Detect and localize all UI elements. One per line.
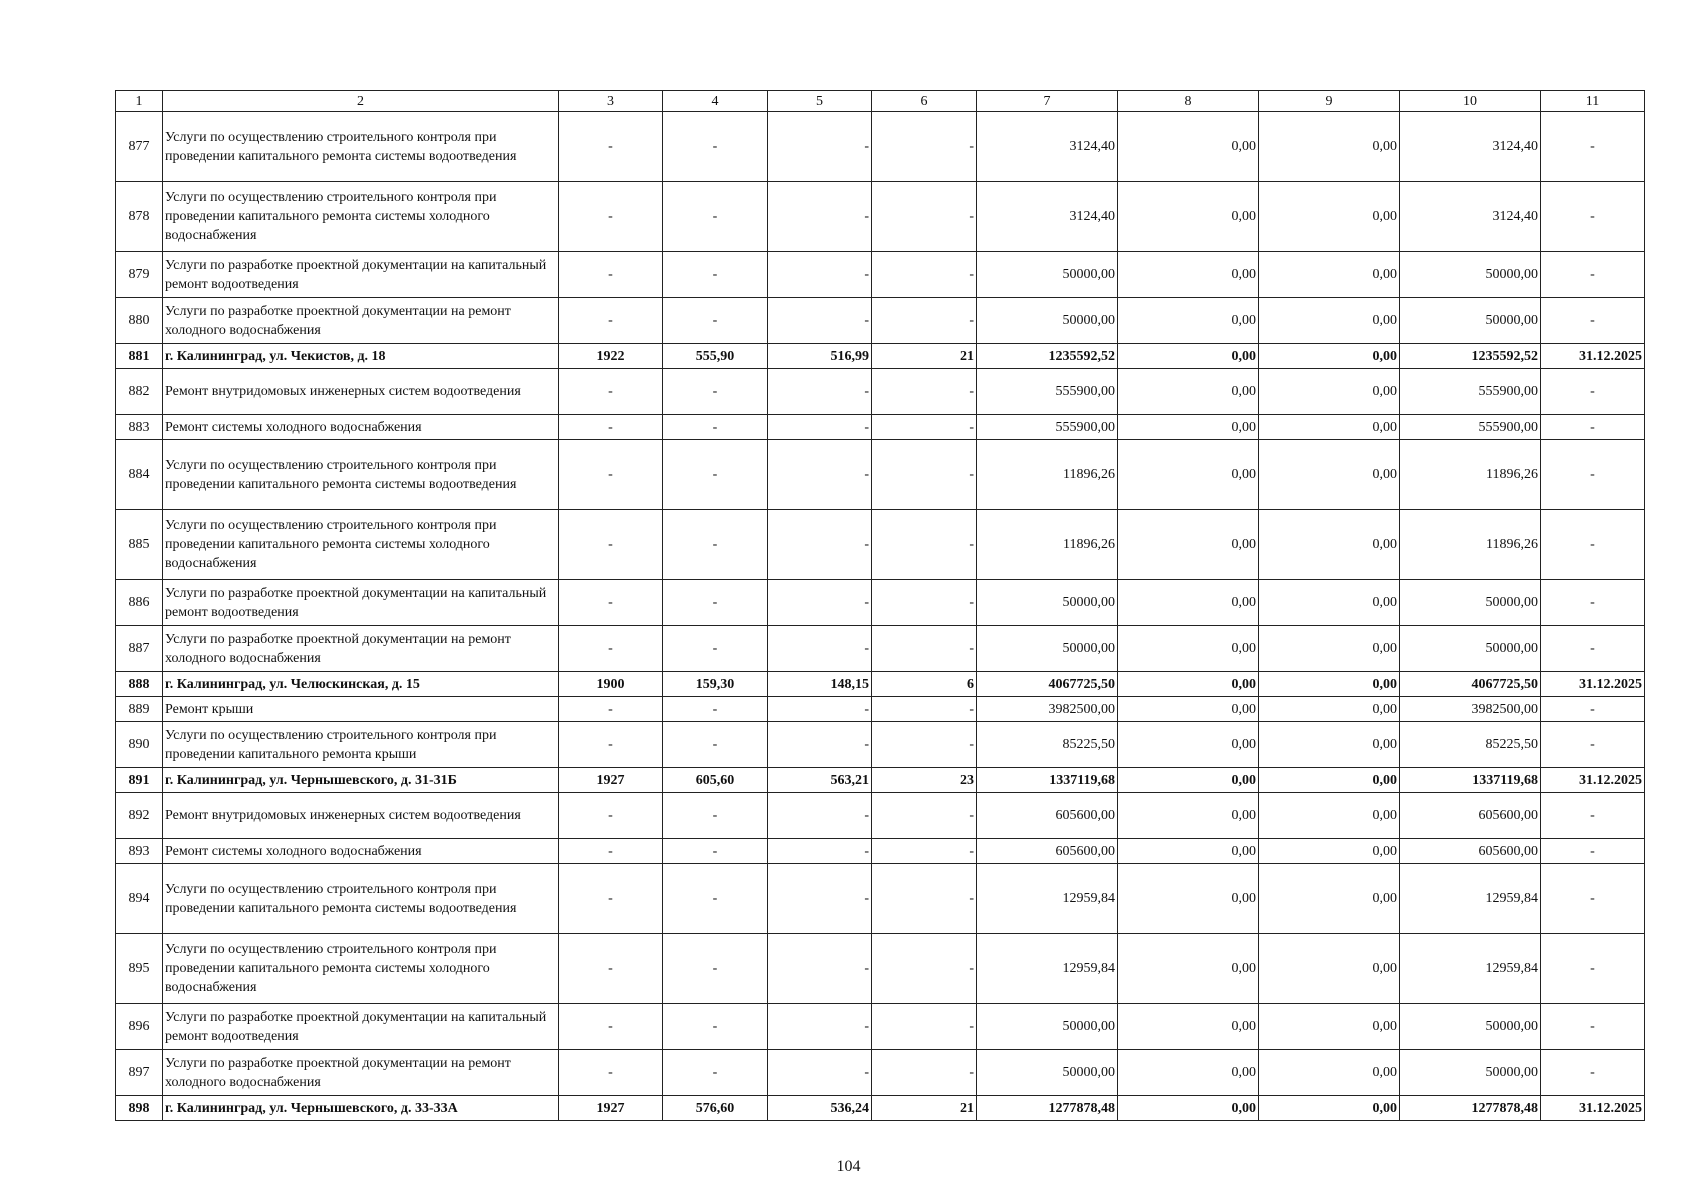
address-row [116,1096,1645,1121]
residents-cell: - [872,1004,977,1050]
year-cell: - [559,415,663,440]
fund-cell: 0,00 [1118,672,1259,697]
row-number-cell: 887 [116,626,163,672]
deadline-cell: - [1541,722,1645,768]
owners-cell: 12959,84 [1400,934,1541,1004]
area-living-cell: - [768,793,872,839]
area-total-cell: - [663,440,768,510]
area-total-cell: 159,30 [663,672,768,697]
row-number-cell: 878 [116,182,163,252]
address-row [116,344,1645,369]
description-cell: Услуги по осуществлению строительного контроля при проведении капитального ремонта системы водоотведения [163,112,559,182]
deadline-cell: - [1541,1050,1645,1096]
description-cell: Услуги по осуществлению строительного контроля при проведении капитального ремонта системы водоотведения [163,440,559,510]
fund-cell: 0,00 [1118,697,1259,722]
column-header: 8 [1118,91,1259,112]
area-living-cell: - [768,1004,872,1050]
deadline-cell: - [1541,580,1645,626]
owners-cell: 50000,00 [1400,626,1541,672]
description-cell: Ремонт внутридомовых инженерных систем водоотведения [163,369,559,415]
owners-cell: 12959,84 [1400,864,1541,934]
description-cell: г. Калининград, ул. Чекистов, д. 18 [163,344,559,369]
column-header: 1 [116,91,163,112]
residents-cell: - [872,440,977,510]
deadline-cell: 31.12.2025 [1541,672,1645,697]
residents-cell: 6 [872,672,977,697]
year-cell: - [559,793,663,839]
column-header: 4 [663,91,768,112]
year-cell: 1927 [559,768,663,793]
column-header: 11 [1541,91,1645,112]
area-total-cell: - [663,722,768,768]
area-living-cell: 148,15 [768,672,872,697]
row-number-cell: 882 [116,369,163,415]
column-header: 6 [872,91,977,112]
fund-cell: 0,00 [1118,722,1259,768]
table-row [116,626,1645,672]
fund-cell: 0,00 [1118,415,1259,440]
area-living-cell: 563,21 [768,768,872,793]
area-total-cell: - [663,1050,768,1096]
area-living-cell: 536,24 [768,1096,872,1121]
deadline-cell: - [1541,252,1645,298]
row-number-cell: 889 [116,697,163,722]
residents-cell: - [872,722,977,768]
cost-total-cell: 605600,00 [977,793,1118,839]
deadline-cell: - [1541,182,1645,252]
deadline-cell: - [1541,440,1645,510]
table-row [116,934,1645,1004]
area-total-cell: - [663,934,768,1004]
area-total-cell: - [663,793,768,839]
fund-cell: 0,00 [1118,626,1259,672]
row-number-cell: 884 [116,440,163,510]
description-cell: Услуги по осуществлению строительного контроля при проведении капитального ремонта крыши [163,722,559,768]
cost-total-cell: 50000,00 [977,1050,1118,1096]
owners-cell: 11896,26 [1400,440,1541,510]
budget-cell: 0,00 [1259,440,1400,510]
description-cell: г. Калининград, ул. Чернышевского, д. 33-33А [163,1096,559,1121]
area-total-cell: - [663,1004,768,1050]
year-cell: - [559,112,663,182]
fund-cell: 0,00 [1118,1050,1259,1096]
area-living-cell: - [768,415,872,440]
fund-cell: 0,00 [1118,793,1259,839]
area-living-cell: - [768,722,872,768]
residents-cell: - [872,415,977,440]
row-number-cell: 877 [116,112,163,182]
address-row [116,672,1645,697]
table-row [116,580,1645,626]
area-total-cell: - [663,298,768,344]
budget-cell: 0,00 [1259,1050,1400,1096]
area-living-cell: - [768,934,872,1004]
year-cell: - [559,298,663,344]
residents-cell: - [872,112,977,182]
residents-cell: - [872,252,977,298]
cost-total-cell: 50000,00 [977,1004,1118,1050]
cost-total-cell: 11896,26 [977,440,1118,510]
cost-total-cell: 50000,00 [977,580,1118,626]
residents-cell: - [872,697,977,722]
area-total-cell: - [663,580,768,626]
table-row [116,369,1645,415]
budget-cell: 0,00 [1259,182,1400,252]
description-cell: Ремонт системы холодного водоснабжения [163,415,559,440]
table-row [116,182,1645,252]
deadline-cell: - [1541,369,1645,415]
residents-cell: - [872,298,977,344]
owners-cell: 605600,00 [1400,793,1541,839]
column-header: 2 [163,91,559,112]
residents-cell: 21 [872,1096,977,1121]
area-living-cell: - [768,252,872,298]
deadline-cell: - [1541,626,1645,672]
area-total-cell: - [663,839,768,864]
row-number-cell: 886 [116,580,163,626]
description-cell: Услуги по разработке проектной документации на ремонт холодного водоснабжения [163,1050,559,1096]
area-living-cell: - [768,626,872,672]
year-cell: - [559,626,663,672]
area-living-cell: - [768,182,872,252]
area-total-cell: - [663,697,768,722]
table-row [116,440,1645,510]
area-living-cell: - [768,298,872,344]
deadline-cell: 31.12.2025 [1541,768,1645,793]
row-number-cell: 896 [116,1004,163,1050]
year-cell: - [559,252,663,298]
budget-cell: 0,00 [1259,510,1400,580]
row-number-cell: 893 [116,839,163,864]
table-row [116,252,1645,298]
description-cell: г. Калининград, ул. Челюскинская, д. 15 [163,672,559,697]
owners-cell: 3982500,00 [1400,697,1541,722]
residents-cell: - [872,580,977,626]
owners-cell: 1277878,48 [1400,1096,1541,1121]
description-cell: Ремонт системы холодного водоснабжения [163,839,559,864]
description-cell: Услуги по осуществлению строительного контроля при проведении капитального ремонта системы холодного водоснабжения [163,934,559,1004]
year-cell: - [559,369,663,415]
budget-cell: 0,00 [1259,672,1400,697]
deadline-cell: - [1541,112,1645,182]
year-cell: 1922 [559,344,663,369]
owners-cell: 605600,00 [1400,839,1541,864]
budget-cell: 0,00 [1259,1004,1400,1050]
cost-total-cell: 50000,00 [977,298,1118,344]
table-row [116,1050,1645,1096]
cost-total-cell: 11896,26 [977,510,1118,580]
owners-cell: 4067725,50 [1400,672,1541,697]
deadline-cell: - [1541,839,1645,864]
column-header: 9 [1259,91,1400,112]
table-row [116,510,1645,580]
cost-total-cell: 3982500,00 [977,697,1118,722]
row-number-cell: 894 [116,864,163,934]
residents-cell: - [872,369,977,415]
owners-cell: 50000,00 [1400,1004,1541,1050]
deadline-cell: 31.12.2025 [1541,344,1645,369]
area-living-cell: - [768,369,872,415]
table-row [116,697,1645,722]
year-cell: - [559,1004,663,1050]
budget-cell: 0,00 [1259,298,1400,344]
budget-cell: 0,00 [1259,112,1400,182]
cost-total-cell: 3124,40 [977,182,1118,252]
description-cell: Услуги по осуществлению строительного контроля при проведении капитального ремонта системы холодного водоснабжения [163,182,559,252]
residents-cell: - [872,626,977,672]
page-number: 104 [836,1158,861,1175]
year-cell: - [559,722,663,768]
budget-cell: 0,00 [1259,839,1400,864]
budget-cell: 0,00 [1259,1096,1400,1121]
year-cell: - [559,839,663,864]
deadline-cell: - [1541,934,1645,1004]
area-total-cell: - [663,626,768,672]
year-cell: 1927 [559,1096,663,1121]
column-header: 7 [977,91,1118,112]
fund-cell: 0,00 [1118,1096,1259,1121]
row-number-cell: 891 [116,768,163,793]
deadline-cell: 31.12.2025 [1541,1096,1645,1121]
cost-total-cell: 4067725,50 [977,672,1118,697]
deadline-cell: - [1541,1004,1645,1050]
owners-cell: 50000,00 [1400,252,1541,298]
deadline-cell: - [1541,415,1645,440]
year-cell: - [559,182,663,252]
budget-cell: 0,00 [1259,580,1400,626]
area-living-cell: 516,99 [768,344,872,369]
description-cell: Ремонт внутридомовых инженерных систем водоотведения [163,793,559,839]
row-number-cell: 883 [116,415,163,440]
row-number-cell: 888 [116,672,163,697]
year-cell: - [559,934,663,1004]
table-row [116,839,1645,864]
fund-cell: 0,00 [1118,440,1259,510]
cost-total-cell: 1277878,48 [977,1096,1118,1121]
cost-total-cell: 12959,84 [977,934,1118,1004]
cost-total-cell: 3124,40 [977,112,1118,182]
residents-cell: - [872,864,977,934]
table-row [116,722,1645,768]
area-living-cell: - [768,1050,872,1096]
owners-cell: 555900,00 [1400,369,1541,415]
description-cell: Услуги по разработке проектной документации на капитальный ремонт водоотведения [163,580,559,626]
table-row [116,1004,1645,1050]
year-cell: - [559,697,663,722]
area-living-cell: - [768,112,872,182]
description-cell: Ремонт крыши [163,697,559,722]
residents-cell: 21 [872,344,977,369]
owners-cell: 50000,00 [1400,1050,1541,1096]
cost-total-cell: 1337119,68 [977,768,1118,793]
cost-total-cell: 50000,00 [977,626,1118,672]
cost-total-cell: 12959,84 [977,864,1118,934]
owners-cell: 555900,00 [1400,415,1541,440]
area-living-cell: - [768,440,872,510]
cost-total-cell: 85225,50 [977,722,1118,768]
description-cell: Услуги по осуществлению строительного контроля при проведении капитального ремонта системы водоотведения [163,864,559,934]
table-row [116,793,1645,839]
owners-cell: 85225,50 [1400,722,1541,768]
table-row [116,415,1645,440]
area-total-cell: - [663,252,768,298]
row-number-cell: 881 [116,344,163,369]
owners-cell: 50000,00 [1400,298,1541,344]
residents-cell: - [872,793,977,839]
owners-cell: 1337119,68 [1400,768,1541,793]
area-living-cell: - [768,697,872,722]
fund-cell: 0,00 [1118,510,1259,580]
budget-cell: 0,00 [1259,768,1400,793]
data-table [115,90,1645,1121]
row-number-cell: 890 [116,722,163,768]
owners-cell: 3124,40 [1400,112,1541,182]
budget-cell: 0,00 [1259,864,1400,934]
area-total-cell: - [663,864,768,934]
owners-cell: 50000,00 [1400,580,1541,626]
residents-cell: - [872,839,977,864]
row-number-cell: 885 [116,510,163,580]
area-total-cell: - [663,415,768,440]
deadline-cell: - [1541,298,1645,344]
description-cell: г. Калининград, ул. Чернышевского, д. 31-31Б [163,768,559,793]
budget-cell: 0,00 [1259,369,1400,415]
residents-cell: - [872,510,977,580]
fund-cell: 0,00 [1118,369,1259,415]
owners-cell: 3124,40 [1400,182,1541,252]
cost-total-cell: 555900,00 [977,369,1118,415]
row-number-cell: 880 [116,298,163,344]
cost-total-cell: 50000,00 [977,252,1118,298]
fund-cell: 0,00 [1118,768,1259,793]
table-row [116,864,1645,934]
budget-cell: 0,00 [1259,793,1400,839]
area-total-cell: - [663,112,768,182]
deadline-cell: - [1541,510,1645,580]
budget-cell: 0,00 [1259,344,1400,369]
area-total-cell: - [663,369,768,415]
deadline-cell: - [1541,793,1645,839]
area-living-cell: - [768,839,872,864]
area-total-cell: - [663,510,768,580]
year-cell: - [559,580,663,626]
fund-cell: 0,00 [1118,182,1259,252]
row-number-cell: 897 [116,1050,163,1096]
row-number-cell: 898 [116,1096,163,1121]
cost-total-cell: 605600,00 [977,839,1118,864]
table-row [116,112,1645,182]
budget-cell: 0,00 [1259,252,1400,298]
description-cell: Услуги по осуществлению строительного контроля при проведении капитального ремонта системы холодного водоснабжения [163,510,559,580]
budget-cell: 0,00 [1259,697,1400,722]
deadline-cell: - [1541,697,1645,722]
area-total-cell: - [663,182,768,252]
fund-cell: 0,00 [1118,864,1259,934]
description-cell: Услуги по разработке проектной документации на капитальный ремонт водоотведения [163,252,559,298]
row-number-cell: 892 [116,793,163,839]
table-row [116,298,1645,344]
fund-cell: 0,00 [1118,934,1259,1004]
year-cell: - [559,440,663,510]
row-number-cell: 895 [116,934,163,1004]
fund-cell: 0,00 [1118,1004,1259,1050]
year-cell: - [559,864,663,934]
budget-cell: 0,00 [1259,934,1400,1004]
area-living-cell: - [768,580,872,626]
year-cell: - [559,1050,663,1096]
budget-cell: 0,00 [1259,722,1400,768]
address-row [116,768,1645,793]
header-row [116,91,1645,112]
deadline-cell: - [1541,864,1645,934]
fund-cell: 0,00 [1118,580,1259,626]
year-cell: 1900 [559,672,663,697]
column-header: 3 [559,91,663,112]
row-number-cell: 879 [116,252,163,298]
cost-total-cell: 1235592,52 [977,344,1118,369]
area-living-cell: - [768,864,872,934]
year-cell: - [559,510,663,580]
area-total-cell: 605,60 [663,768,768,793]
description-cell: Услуги по разработке проектной документации на ремонт холодного водоснабжения [163,298,559,344]
residents-cell: - [872,182,977,252]
area-total-cell: 555,90 [663,344,768,369]
column-header: 10 [1400,91,1541,112]
owners-cell: 11896,26 [1400,510,1541,580]
residents-cell: - [872,934,977,1004]
fund-cell: 0,00 [1118,344,1259,369]
column-header: 5 [768,91,872,112]
area-living-cell: - [768,510,872,580]
owners-cell: 1235592,52 [1400,344,1541,369]
budget-cell: 0,00 [1259,626,1400,672]
fund-cell: 0,00 [1118,252,1259,298]
residents-cell: - [872,1050,977,1096]
description-cell: Услуги по разработке проектной документации на ремонт холодного водоснабжения [163,626,559,672]
budget-cell: 0,00 [1259,415,1400,440]
fund-cell: 0,00 [1118,298,1259,344]
fund-cell: 0,00 [1118,839,1259,864]
description-cell: Услуги по разработке проектной документации на капитальный ремонт водоотведения [163,1004,559,1050]
area-total-cell: 576,60 [663,1096,768,1121]
cost-total-cell: 555900,00 [977,415,1118,440]
residents-cell: 23 [872,768,977,793]
fund-cell: 0,00 [1118,112,1259,182]
